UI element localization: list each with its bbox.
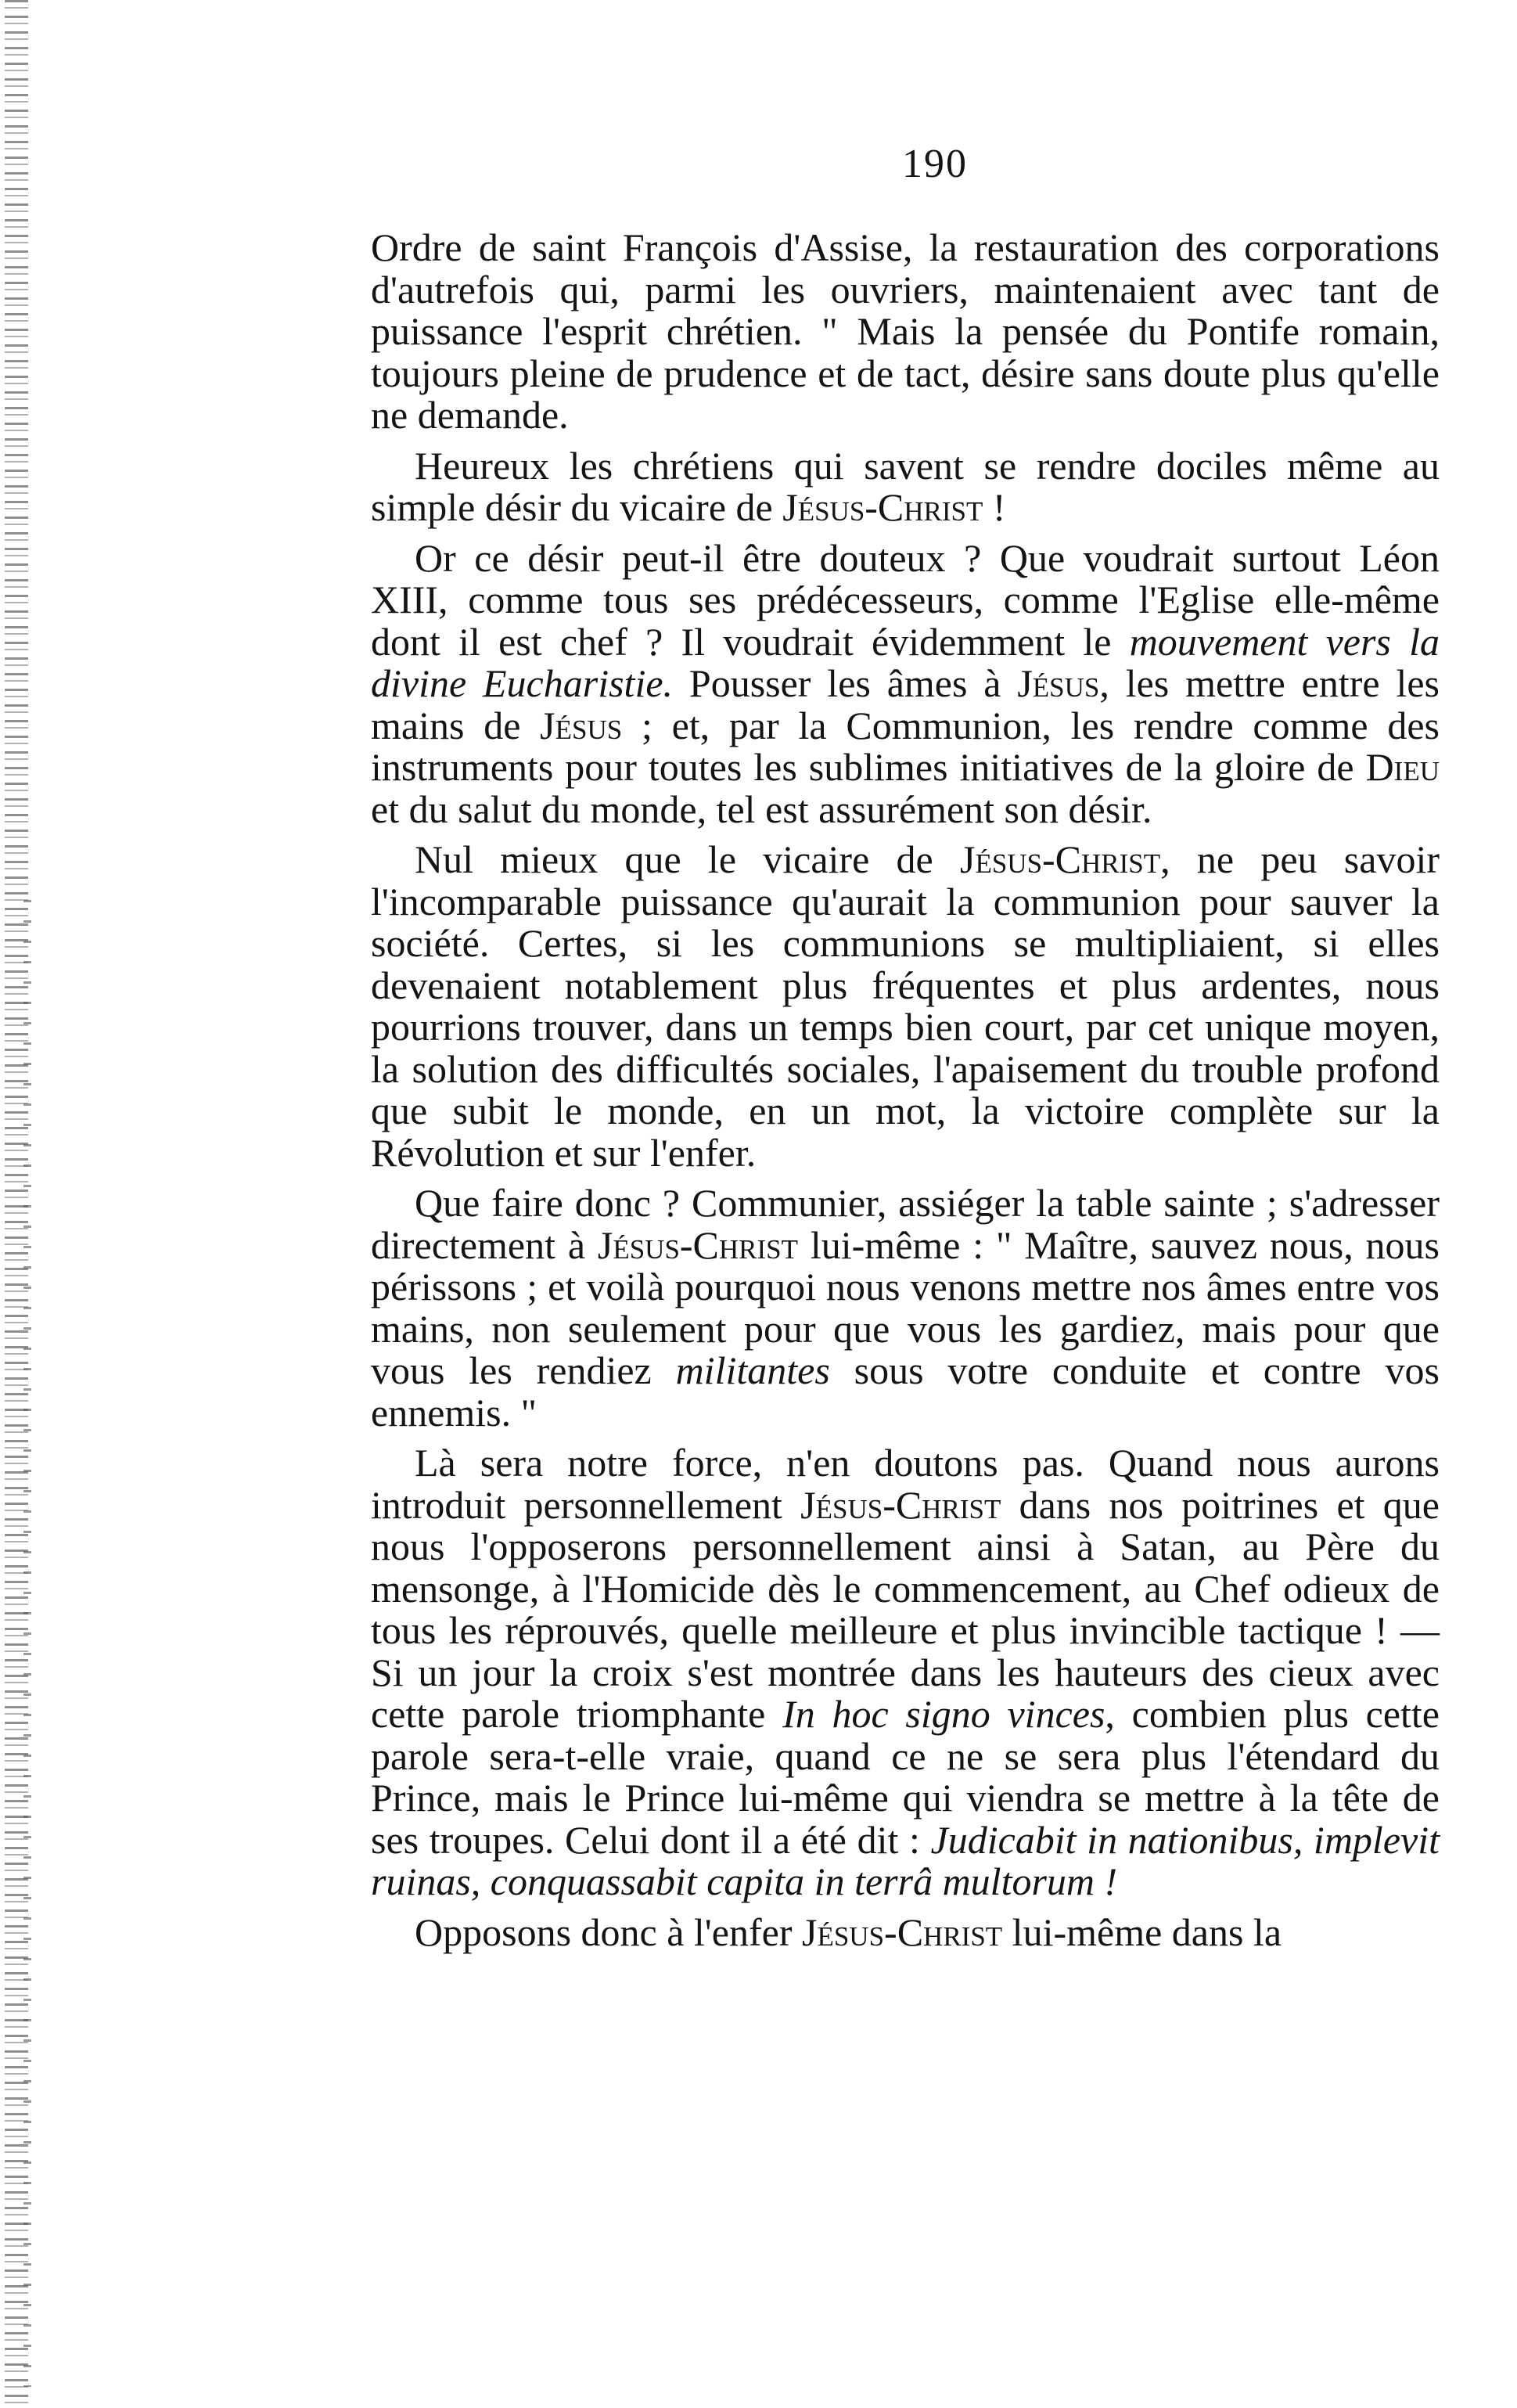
text-run: ; et, par la Communion, les rendre comme des instruments pour toutes les sublimes initiatives de la gloire de bbox=[371, 703, 1440, 789]
text-run: dans nos poitrines et que nous l'opposerons personnellement ainsi à Satan, au Père du mensonge, à l'Homicide dès le commencement, au Chef odieux de tous les réprouvés, quelle meilleure et plus invincible tactique ! — Si un jour la croix s'est montrée dans les hauteurs des cieux avec cette parole triomphante bbox=[371, 1482, 1440, 1736]
text-run: sous votre conduite et contre vos ennemis. " bbox=[371, 1348, 1440, 1434]
paragraph-6 bbox=[371, 1442, 1440, 1903]
text-run: , les mettre entre les mains de bbox=[371, 661, 1440, 747]
paragraph-2 bbox=[371, 445, 1440, 529]
small-caps-name: Jésus bbox=[540, 703, 623, 747]
text-run: Là sera notre force, n'en doutons pas. Quand nous aurons introduit personnellement bbox=[371, 1441, 1440, 1527]
text-run: Or ce désir peut-il être douteux ? Que voudrait surtout Léon XIII, comme tous ses prédécesseurs, comme l'Eglise elle-même dont il est chef ? Il voudrait évidemment le bbox=[371, 535, 1440, 664]
small-caps-name: Jésus-Christ bbox=[959, 837, 1161, 881]
italic-phrase: militantes bbox=[675, 1348, 830, 1392]
small-caps-name: Jésus-Christ bbox=[802, 1909, 1003, 1954]
text-run: , ne peu savoir l'incomparable puissance qu'aurait la communion pour sauver la société. Certes, si les communions se multipliaient, si elles devenaient notablement plus fréquentes et plus ardentes, nous pourrions trouver, dans un temps bien court, par cet unique moyen, la solution des difficultés sociales, l'apaisement du trouble profond que subit le monde, en un mot, la victoire complète sur la Révolution et sur l'enfer. bbox=[371, 837, 1440, 1175]
paragraph-1 bbox=[371, 227, 1440, 437]
text-run: , combien plus cette parole sera-t-elle vraie, quand ce ne se sera plus l'étendard du Prince, mais le Prince lui-même qui viendra se mettre à la tête de ses troupes. Celui dont il a été dit : bbox=[371, 1692, 1440, 1862]
small-caps-name: Jésus bbox=[1017, 661, 1100, 705]
paragraph-3 bbox=[371, 535, 1440, 831]
text-run: Pousser les âmes à bbox=[673, 661, 1018, 705]
text-run: lui-même : " Maître, sauvez nous, nous périssons ; et voilà pourquoi nous venons mettre nos âmes entre vos mains, non seulement pour que vous les gardiez, mais pour que vous les rendiez bbox=[371, 1222, 1440, 1392]
italic-phrase: In hoc signo vinces bbox=[782, 1692, 1105, 1736]
page-edge-marks bbox=[23, 900, 31, 2387]
page-number: 190 bbox=[902, 142, 968, 186]
text-run: Ordre de saint François d'Assise, la restauration des corporations d'autrefois qui, parmi les ouvriers, maintenaient avec tant de puissance l'esprit chrétien. " Mais la pensée du Pontife romain, toujours pleine de prudence et de tact, désire sans doute plus qu'elle ne demande. bbox=[371, 225, 1440, 437]
small-caps-name: Jésus-Christ bbox=[782, 485, 983, 529]
body-text bbox=[371, 227, 1440, 1962]
small-caps-name: Dieu bbox=[1365, 745, 1440, 789]
paragraph-5 bbox=[371, 1182, 1440, 1434]
italic-quote: Judicabit in nationibus, implevit ruinas, conquassabit capita in terrâ multorum ! bbox=[371, 1817, 1440, 1903]
text-run: Heureux les chrétiens qui savent se rendre dociles même au simple désir du vicaire de bbox=[371, 443, 1440, 529]
text-run: Nul mieux que le vicaire de bbox=[415, 837, 960, 881]
text-run: Opposons donc à l'enfer bbox=[415, 1909, 802, 1954]
italic-phrase: mouvement vers la divine Eucharistie. bbox=[371, 619, 1440, 705]
small-caps-name: Jésus-Christ bbox=[800, 1482, 1001, 1527]
small-caps-name: Jésus-Christ bbox=[597, 1222, 799, 1267]
text-run: et du salut du monde, tel est assurément son désir. bbox=[371, 786, 1152, 831]
paragraph-4 bbox=[371, 839, 1440, 1174]
text-run: ! bbox=[983, 485, 1006, 529]
text-run: Que faire donc ? Communier, assiéger la table sainte ; s'adresser directement à bbox=[371, 1181, 1440, 1267]
text-run: lui-même dans la bbox=[1002, 1909, 1282, 1954]
paragraph-7 bbox=[371, 1909, 1440, 1954]
